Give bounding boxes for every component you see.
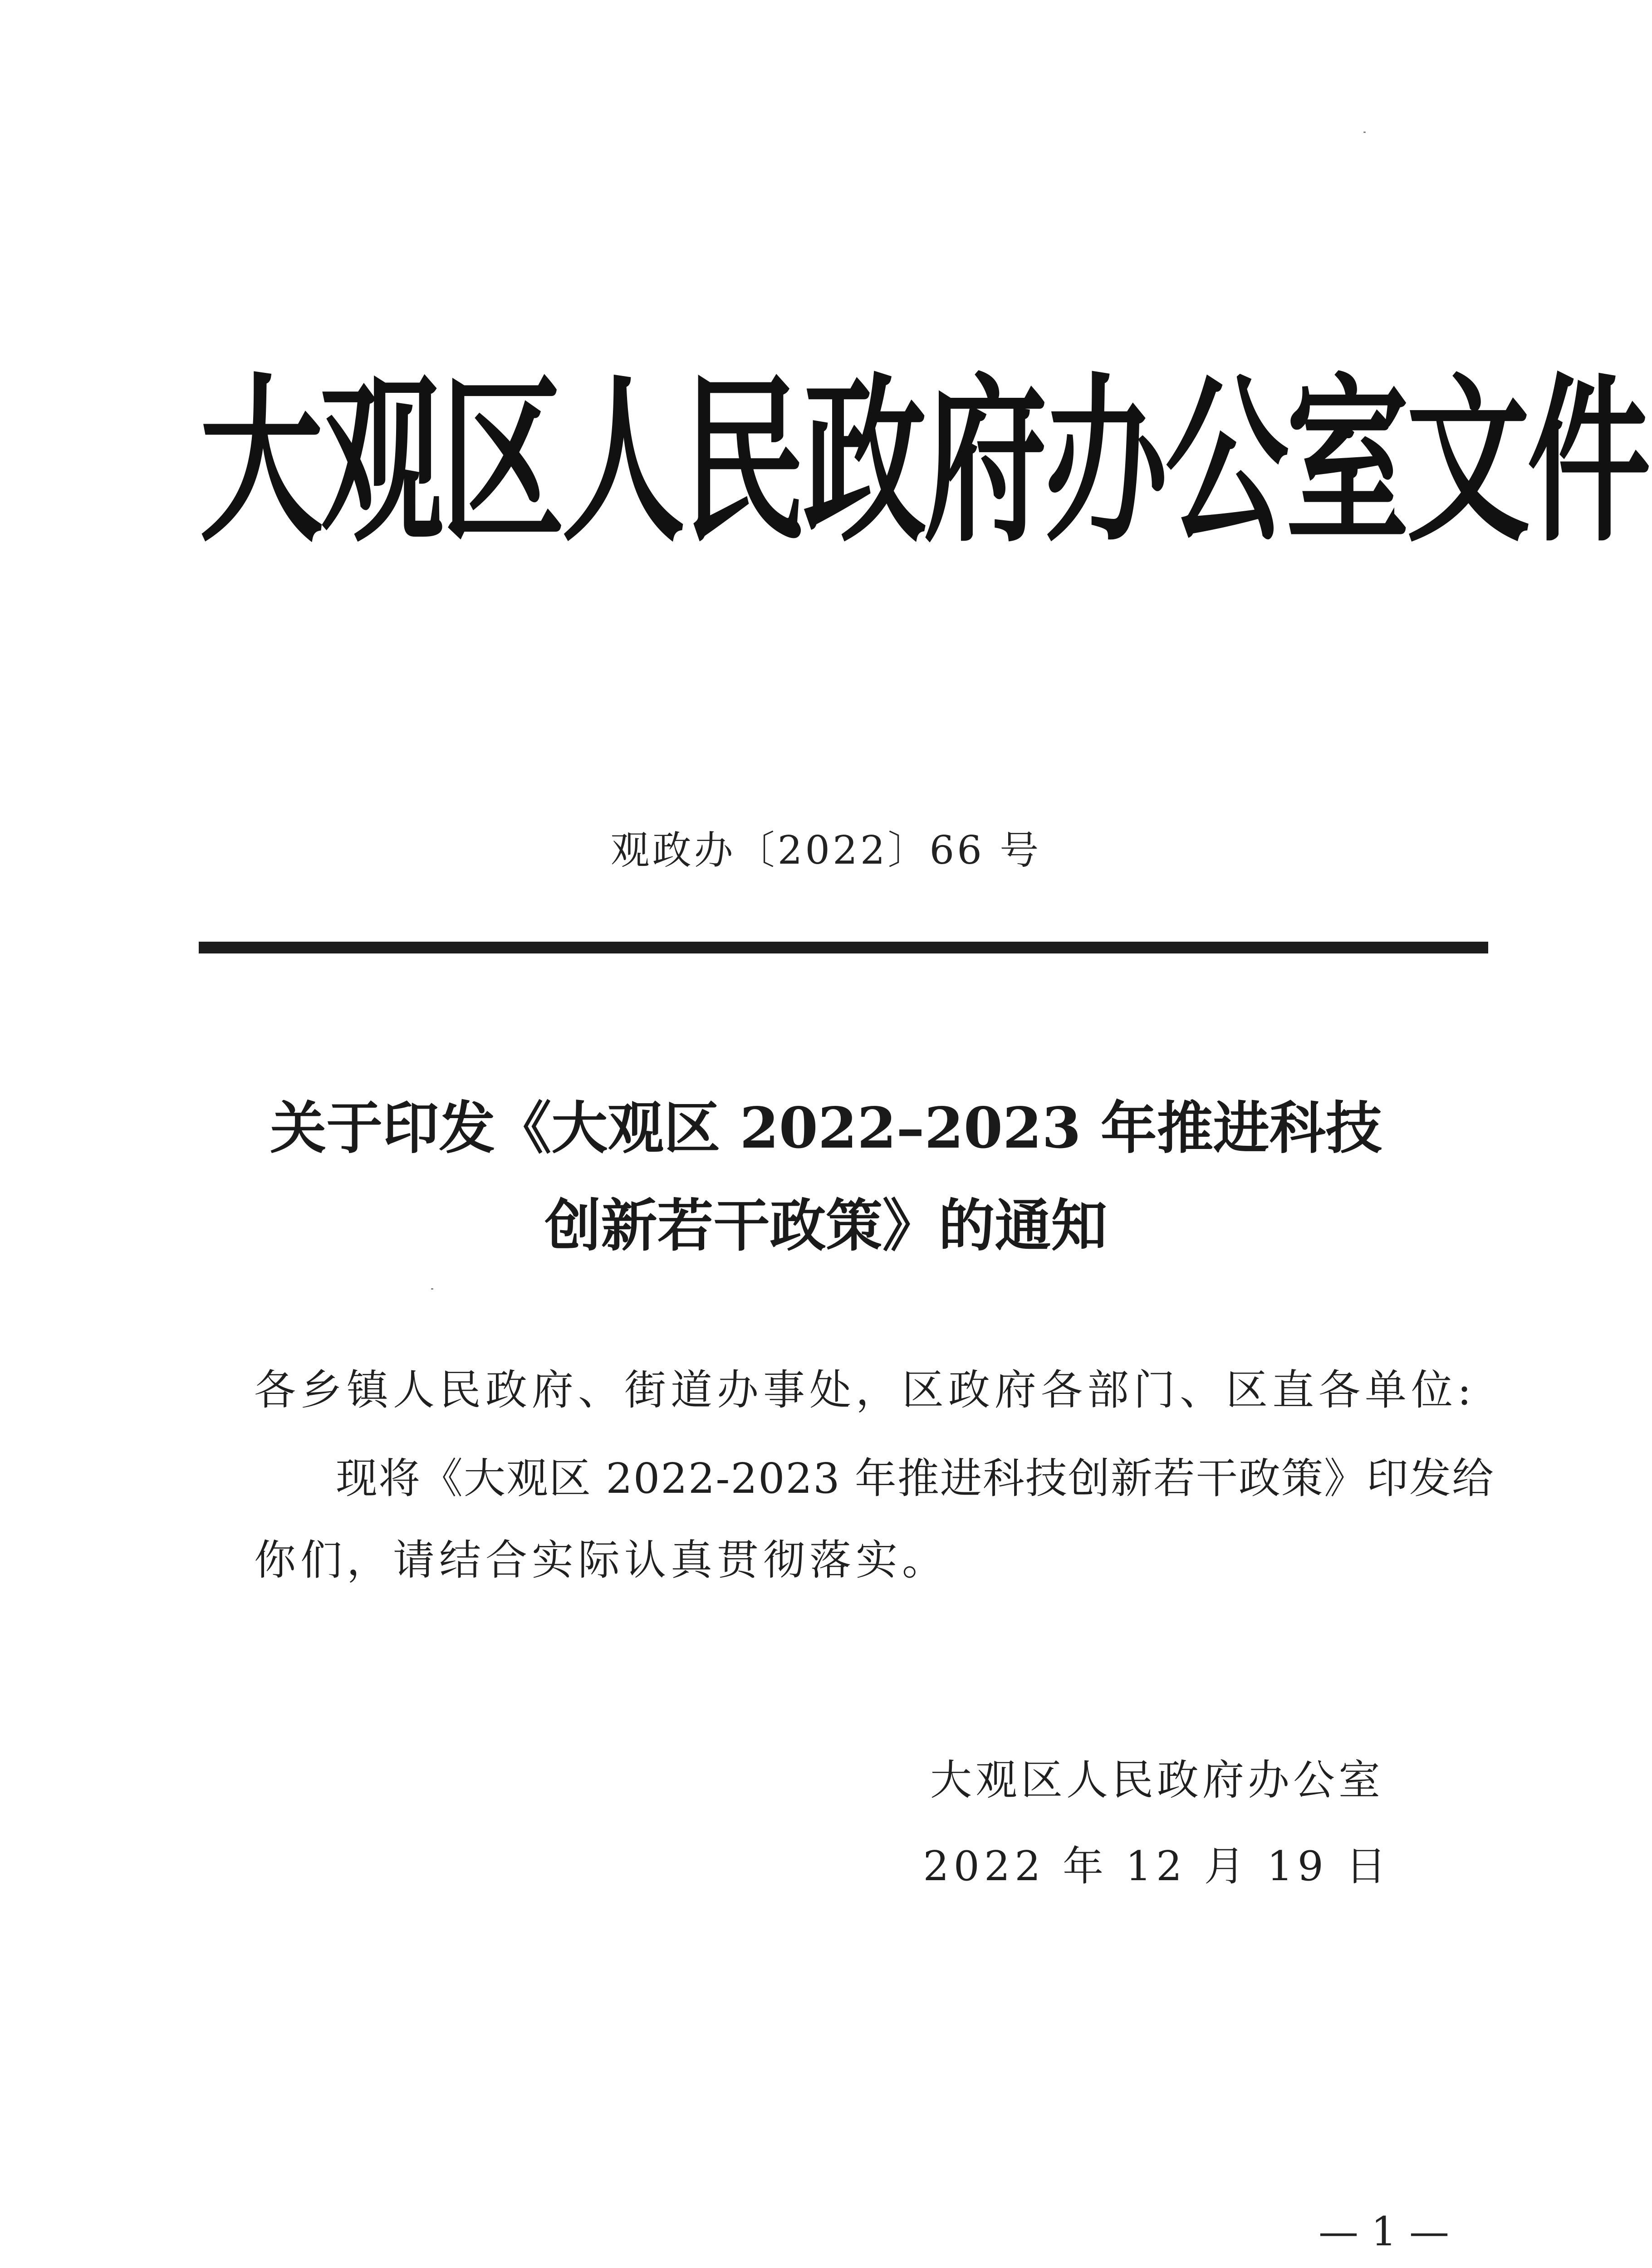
body-paragraph-line-2: 你们，请结合实际认真贯彻落实。 xyxy=(254,1536,949,1584)
notice-title xyxy=(0,1080,1652,1275)
scan-speck xyxy=(431,1288,433,1290)
addressee-line: 各乡镇人民政府、街道办事处，区政府各部门、区直各单位: xyxy=(254,1366,1476,1414)
document-number: 观政办〔2022〕66 号 xyxy=(610,828,1042,873)
issue-date: 2022 年 12 月 19 日 xyxy=(923,1843,1391,1890)
body-paragraph-line-1: 现将《大观区 2022-2023 年推进科技创新若干政策》印发给 xyxy=(336,1454,1495,1503)
document-header-title: 大观区人民政府办公室文件 xyxy=(200,358,1648,567)
notice-title-line-1: 关于印发《大观区 2022–2023 年推进科技 xyxy=(270,1095,1382,1161)
issuer-signature: 大观区人民政府办公室 xyxy=(930,1756,1384,1804)
page-number: — 1 — xyxy=(1319,2208,1449,2255)
header-divider-line xyxy=(199,942,1488,953)
scan-speck xyxy=(1363,132,1366,133)
notice-title-line-2: 创新若干政策》的通知 xyxy=(544,1193,1108,1259)
